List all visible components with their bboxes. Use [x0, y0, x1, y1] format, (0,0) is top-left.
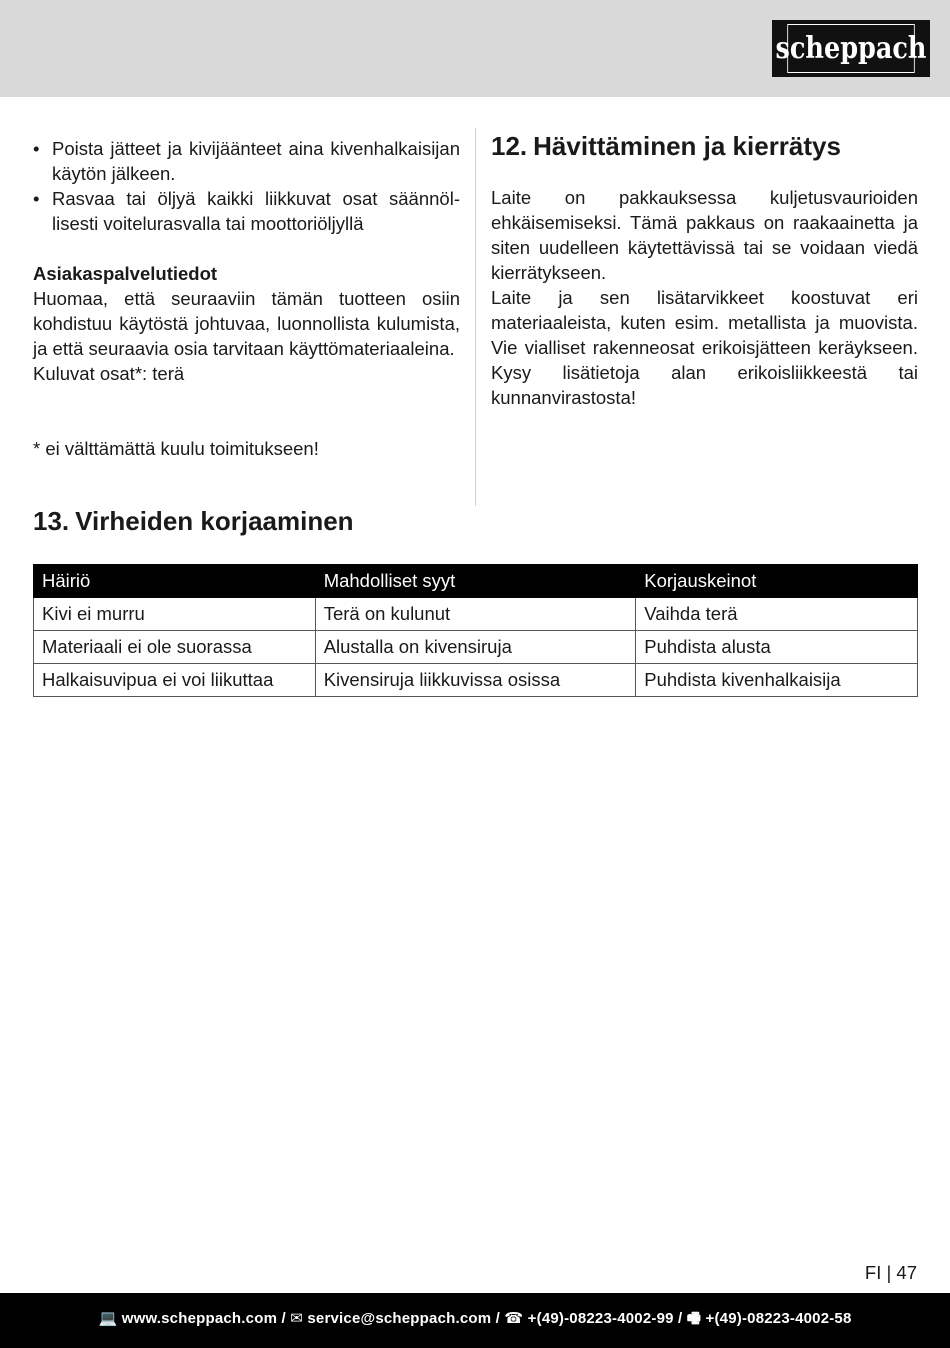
table-cell: Kivi ei murru	[34, 598, 316, 631]
table-row	[34, 631, 918, 664]
logo-text: scheppach	[787, 24, 915, 73]
maintenance-list	[33, 136, 460, 236]
table-cell: Puhdista kivenhalkaisija	[636, 664, 918, 697]
footer-contact	[0, 1308, 950, 1333]
column-divider	[475, 128, 476, 506]
column-header-fault: Häiriö	[34, 565, 316, 598]
customer-service-heading: Asiakaspalvelutiedot	[33, 263, 218, 284]
section-13-heading	[33, 505, 918, 537]
section-title: Hävittäminen ja kierrätys	[533, 131, 841, 161]
scheppach-logo	[772, 20, 930, 77]
page-number: FI | 47	[864, 1262, 917, 1283]
email-link[interactable]: service@scheppach.com /	[307, 1310, 501, 1327]
table-cell: Terä on kulunut	[315, 598, 636, 631]
troubleshooting-table	[33, 564, 918, 697]
fax-number: +(49)-08223-4002-58	[705, 1310, 852, 1327]
section-number: 12.	[491, 131, 528, 161]
mail-icon: ✉	[290, 1310, 303, 1327]
customer-service-text: Huomaa, että seuraaviin tämän tuotteen osiin kohdistuu käytöstä johtuvaa, luonnollista kulumista, ja että seuraavia osia tarvitaan käyttömateriaaleina.	[33, 288, 460, 359]
list-item: • Poista jätteet ja kivijäänteet aina kivenhalkaisijan käytön jälkeen.	[33, 136, 460, 186]
table-row	[34, 598, 918, 631]
wear-parts-text: Kuluvat osat*: terä	[33, 363, 185, 384]
column-header-causes: Mahdolliset syyt	[315, 565, 636, 598]
table-cell: Alustalla on kivensiruja	[315, 631, 636, 664]
website-link[interactable]: www.scheppach.com /	[121, 1310, 286, 1327]
table-cell: Vaihda terä	[636, 598, 918, 631]
table-cell: Puhdista alusta	[636, 631, 918, 664]
table-row	[34, 664, 918, 697]
fax-icon: 🖷	[686, 1310, 702, 1327]
phone-icon: ☎	[504, 1310, 524, 1327]
phone-number: +(49)-08223-4002-99 /	[527, 1310, 683, 1327]
computer-icon: 💻	[98, 1310, 118, 1327]
right-column	[491, 130, 918, 410]
list-item: • Rasvaa tai öljyä kaikki liikkuvat osat säännöllisesti voitelurasvalla tai moottoriöljyllä	[33, 186, 460, 236]
left-column	[33, 136, 460, 386]
disposal-paragraph-2: Laite ja sen lisätarvikkeet koostuvat eri materiaaleista, kuten esim. metallista ja muovista. Vie vialliset rakenneosat erikoisjätteen keräykseen. Kysy lisätietoja alan erikoisliikkeestä tai kunnanvirastosta!	[491, 287, 918, 408]
section-12-heading	[491, 130, 918, 162]
table-header-row	[34, 565, 918, 598]
section-number: 13.	[33, 506, 70, 536]
table-cell: Kivensiruja liikkuvissa osissa	[315, 664, 636, 697]
table-cell: Halkaisuvipua ei voi liikuttaa	[34, 664, 316, 697]
column-header-remedies: Korjauskeinot	[636, 565, 918, 598]
disposal-paragraph-1: Laite on pakkauksessa kuljetusvaurioiden ehkäisemiseksi. Tämä pakkaus on raakaainetta ja siten uudelleen käytettävissä tai se voidaan viedä kierrätykseen.	[491, 187, 918, 283]
section-13	[33, 505, 918, 537]
table-cell: Materiaali ei ole suorassa	[34, 631, 316, 664]
footnote: * ei välttämättä kuulu toimitukseen!	[33, 438, 319, 459]
section-title: Virheiden korjaaminen	[75, 506, 354, 536]
